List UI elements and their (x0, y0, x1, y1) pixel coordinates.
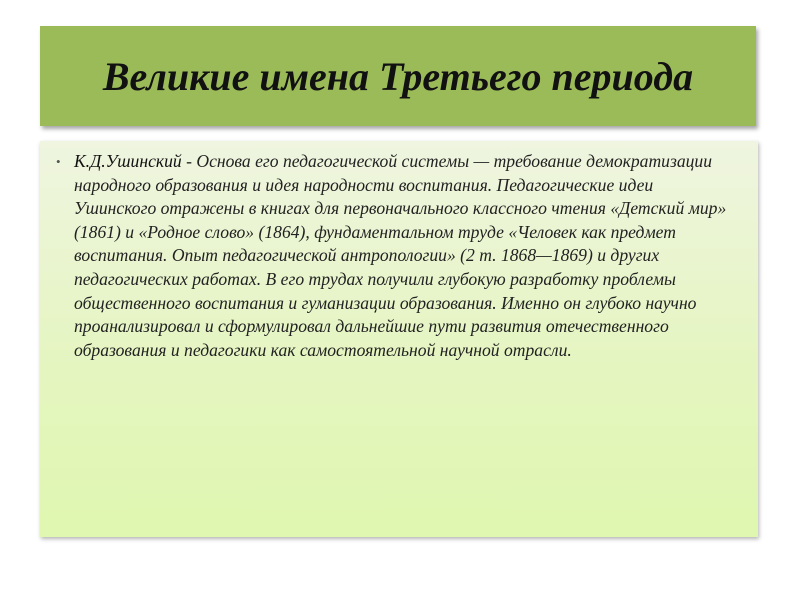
bullet-text: - Основа его педагогической системы — требование демократизации народного образования и идея народности воспитания. Педагогические идеи Ушинского отражены в книгах для первоначального классного чтения «Детский мир» (1861) и «Родное слово» (1864), фундаментальном труде «Человек как предмет воспитания. Опыт педагогической антропологии» (2 т. 1868—1869) и других педагогических работах. В его трудах получили глубокую разработку проблемы общественного воспитания и гуманизации образования. Именно он глубоко научно проанализировал и сформулировал дальнейшие пути развития отечественного образования и педагогики как самостоятельной научной отрасли. (74, 151, 727, 360)
slide-title: Великие имена Третьего периода (102, 53, 694, 99)
bullet-item (56, 150, 738, 362)
person-name: К.Д.Ушинский (74, 151, 182, 171)
content-panel (40, 141, 758, 537)
bullet-dot-icon: • (56, 154, 61, 169)
title-banner (40, 26, 756, 126)
